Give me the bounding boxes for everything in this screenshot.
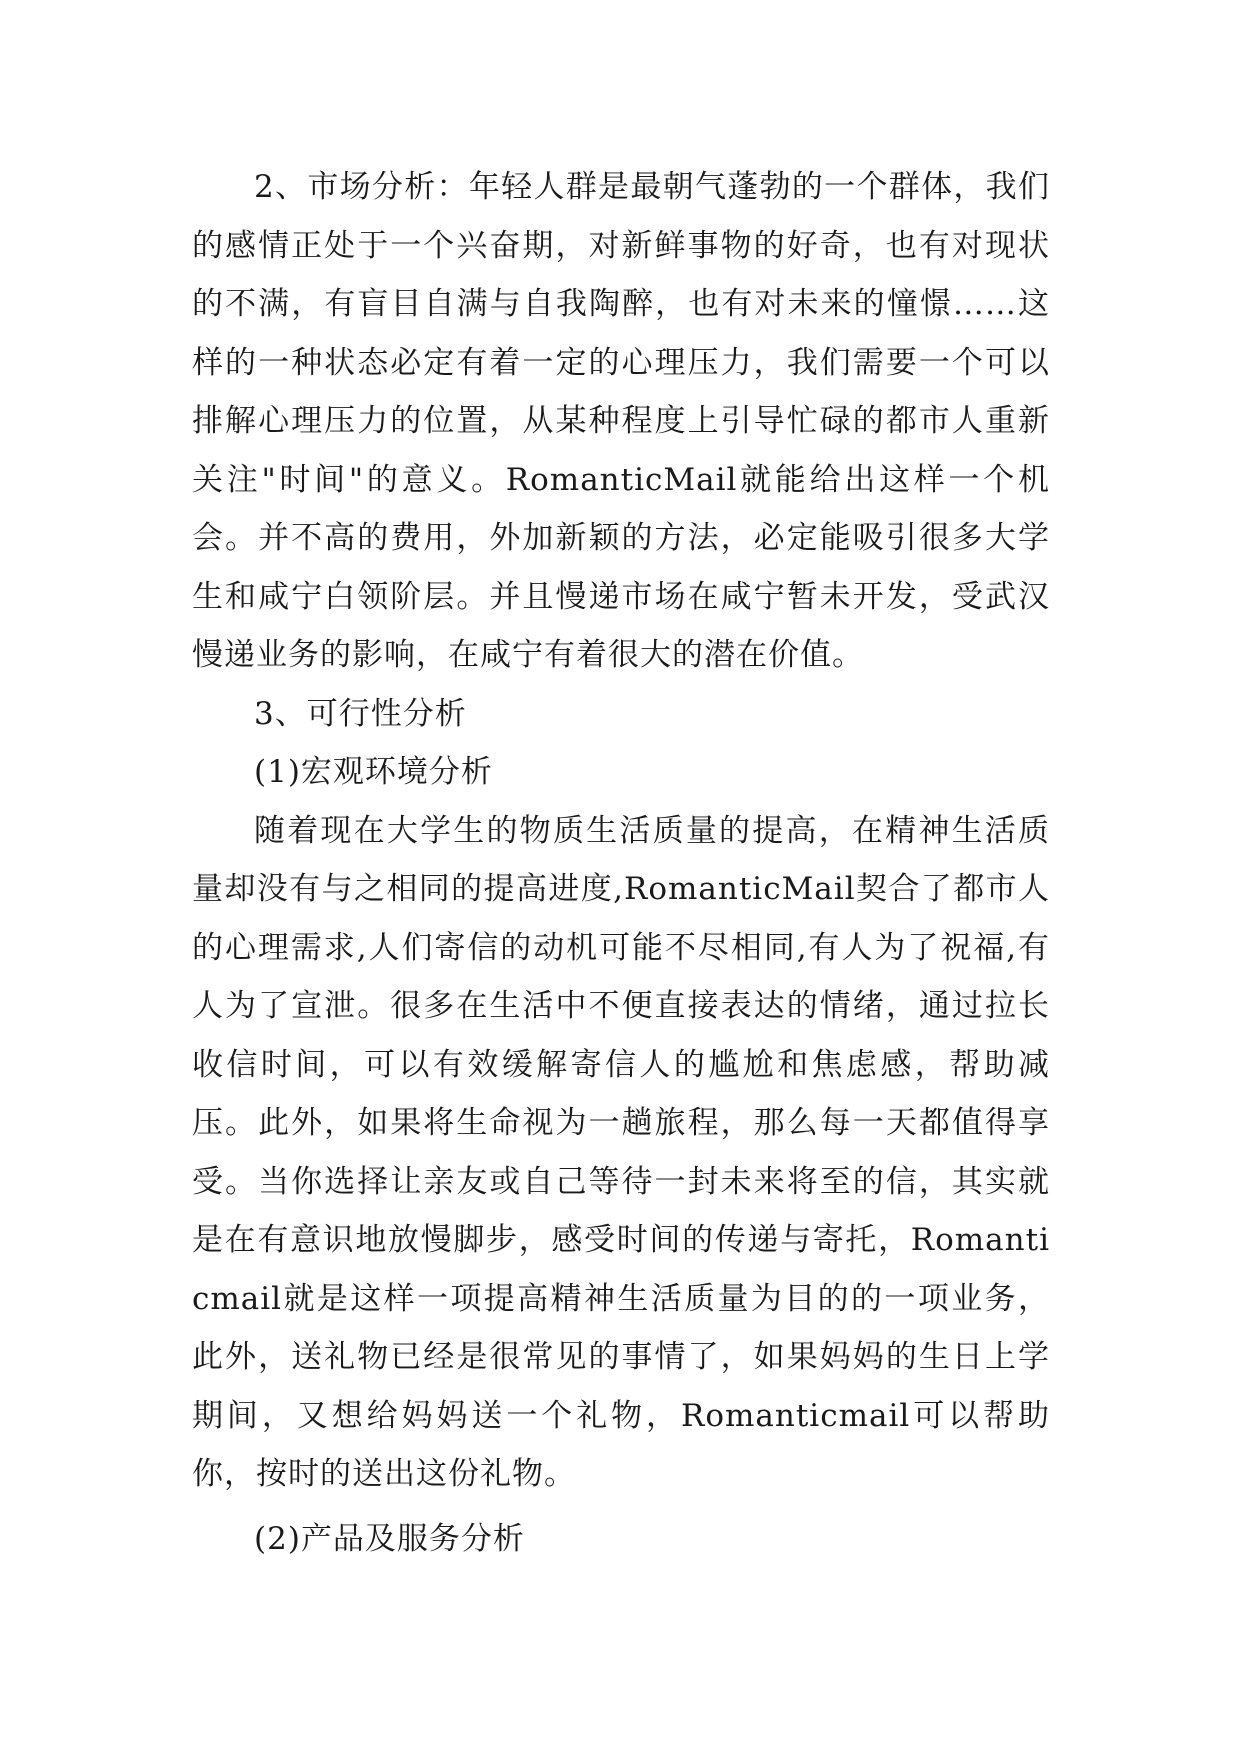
- heading-macro-environment: (1)宏观环境分析: [254, 754, 493, 790]
- heading-feasibility-analysis: 3、可行性分析: [254, 695, 467, 732]
- heading-product-service: (2)产品及服务分析: [254, 1520, 525, 1557]
- paragraph-market-analysis: 2、市场分析：年轻人群是最朝气蓬勃的一个群体，我们的感情正处于一个兴奋期，对新鲜事物的好奇，也有对现状的不满，有盲目自满与自我陶醉，也有对未来的憧憬……这样的一种状态必定有着一定的心理压力，我们需要一个可以排解心理压力的位置，从某种程度上引导忙碌的都市人重新关注"时间"的意义。RomanticMail就能给出这样一个机会。并不高的费用，外加新颖的方法，必定能吸引很多大学生和咸宁白领阶层。并且慢递市场在咸宁暂未开发，受武汉慢递业务的影响，在咸宁有着很大的潜在价值。: [192, 169, 1050, 673]
- paragraph-macro-environment: 随着现在大学生的物质生活质量的提高，在精神生活质量却没有与之相同的提高进度,RomanticMail契合了都市人的心理需求,人们寄信的动机可能不尽相同,有人为了祝福,有人为了宣泄。很多在生活中不便直接表达的情绪，通过拉长收信时间，可以有效缓解寄信人的尴尬和焦虑感，帮助减压。此外，如果将生命视为一趟旅程，那么每一天都值得享受。当你选择让亲友或自己等待一封未来将至的信，其实就是在有意识地放慢脚步，感受时间的传递与寄托，Romanticmail就是这样一项提高精神生活质量为目的的一项业务，此外，送礼物已经是很常见的事情了，如果妈妈的生日上学期间，又想给妈妈送一个礼物，Romanticmail可以帮助你，按时的送出这份礼物。: [192, 812, 1050, 1492]
- document-body: [192, 158, 1050, 1568]
